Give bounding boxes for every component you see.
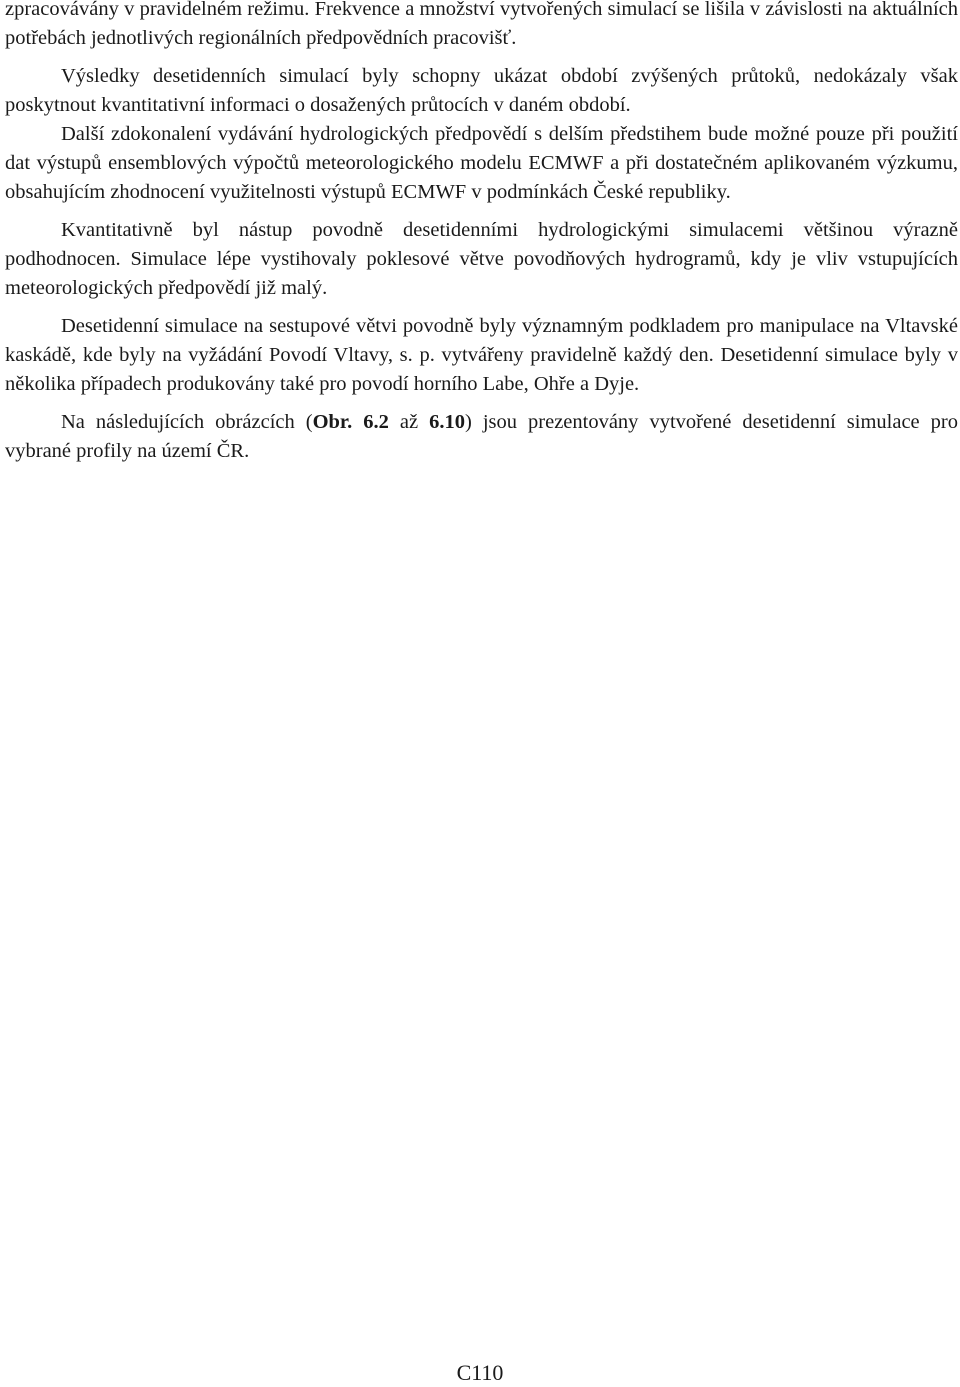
page-number: C110 bbox=[456, 1360, 504, 1385]
paragraph-improvement: Další zdokonalení vydávání hydrologických předpovědí s delším předstihem bude možné pouze při použití dat výstupů ensemblových výpočtů meteorologického modelu ECMWF a při dostatečném aplikovaném výzkumu, obsahujícím zhodnocení využitelnosti výstupů ECMWF v podmínkách České republiky. bbox=[5, 123, 958, 203]
paragraph-descending-branch: Desetidenní simulace na sestupové větvi povodně byly významným podkladem pro manipulace na Vltavské kaskádě, kde byly na vyžádání Povodí Vltavy, s. p. vytvářeny pravidelně každý den. Desetidenní simulace byly v několika případech produkovány také pro povodí horního Labe, Ohře a Dyje. bbox=[5, 315, 958, 395]
paragraph-figures bbox=[5, 408, 958, 466]
figures-text-part3: ) jsou prezentovány vytvořené desetidenní simulace pro vybrané profily na území ČR. bbox=[5, 411, 958, 462]
figures-text-part2: až bbox=[388, 411, 430, 433]
paragraph-results: Výsledky desetidenních simulací byly schopny ukázat období zvýšených průtoků, nedokázaly však poskytnout kvantitativní informaci o dosažených průtocích v daném období. bbox=[5, 65, 958, 116]
paragraph-continuation: zpracovávány v pravidelném režimu. Frekvence a množství vytvořených simulací se lišila v závislosti na aktuálních potřebách jednotlivých regionálních předpovědních pracovišť. bbox=[5, 0, 958, 49]
document-page bbox=[5, 0, 958, 475]
figure-ref-start: Obr. 6.2 bbox=[312, 411, 389, 433]
paragraph-quantitative: Kvantitativně byl nástup povodně desetidenními hydrologickými simulacemi většinou výrazně podhodnocen. Simulace lépe vystihovaly poklesové větve povodňových hydrogramů, kdy je vliv vstupujících meteorologických předpovědí již malý. bbox=[5, 219, 958, 299]
figures-text-part1: Na následujících obrázcích ( bbox=[61, 411, 313, 433]
figure-ref-end: 6.10 bbox=[429, 411, 465, 433]
